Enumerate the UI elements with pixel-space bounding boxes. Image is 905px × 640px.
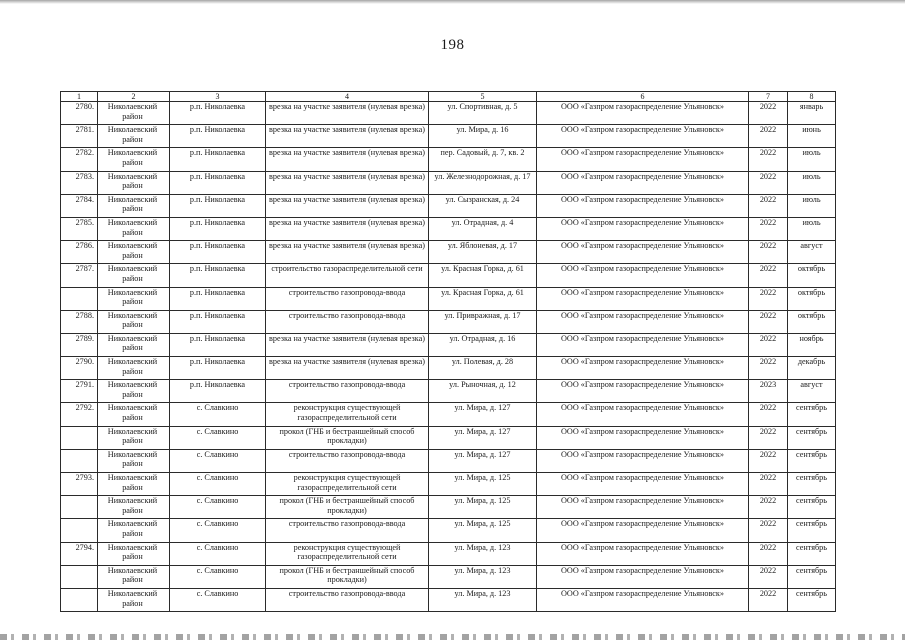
cell-district: Николаевский район (98, 588, 170, 611)
cell-row-number: 2783. (61, 171, 98, 194)
cell-month: сентябрь (788, 588, 836, 611)
table-row (61, 217, 836, 240)
cell-month: январь (788, 102, 836, 125)
cell-address: ул. Рыночная, д. 12 (429, 380, 537, 403)
cell-row-number (61, 519, 98, 542)
cell-work-type: реконструкция существующей газораспределительной сети (266, 473, 429, 496)
cell-row-number: 2781. (61, 125, 98, 148)
cell-settlement: р.п. Николаевка (170, 241, 266, 264)
cell-organization: ООО «Газпром газораспределение Ульяновск» (537, 426, 749, 449)
cell-year: 2022 (749, 519, 788, 542)
cell-year: 2022 (749, 588, 788, 611)
cell-work-type: врезка на участке заявителя (нулевая врезка) (266, 125, 429, 148)
table-row (61, 496, 836, 519)
cell-district: Николаевский район (98, 217, 170, 240)
cell-settlement: р.п. Николаевка (170, 287, 266, 310)
cell-address: ул. Красная Горка, д. 61 (429, 287, 537, 310)
cell-settlement: с. Славкино (170, 588, 266, 611)
cell-settlement: р.п. Николаевка (170, 310, 266, 333)
cell-year: 2022 (749, 148, 788, 171)
cell-year: 2022 (749, 217, 788, 240)
cell-work-type: строительство газопровода-ввода (266, 519, 429, 542)
cell-year: 2022 (749, 264, 788, 287)
cell-district: Николаевский район (98, 241, 170, 264)
cell-row-number: 2784. (61, 194, 98, 217)
cell-settlement: с. Славкино (170, 496, 266, 519)
cell-organization: ООО «Газпром газораспределение Ульяновск» (537, 148, 749, 171)
cell-month: сентябрь (788, 473, 836, 496)
table-row (61, 171, 836, 194)
cell-year: 2022 (749, 449, 788, 472)
cell-month: сентябрь (788, 565, 836, 588)
cell-row-number (61, 496, 98, 519)
col-header: 2 (98, 92, 170, 102)
cell-district: Николаевский район (98, 333, 170, 356)
cell-work-type: реконструкция существующей газораспределительной сети (266, 542, 429, 565)
table-row (61, 148, 836, 171)
cell-work-type: прокол (ГНБ и бестраншейный способ прокладки) (266, 426, 429, 449)
cell-work-type: врезка на участке заявителя (нулевая врезка) (266, 241, 429, 264)
cell-address: ул. Спортивная, д. 5 (429, 102, 537, 125)
cell-work-type: строительство газопровода-ввода (266, 287, 429, 310)
cell-address: ул. Отрадная, д. 4 (429, 217, 537, 240)
cell-month: июль (788, 171, 836, 194)
cell-month: июнь (788, 125, 836, 148)
table-row (61, 241, 836, 264)
cell-settlement: р.п. Николаевка (170, 102, 266, 125)
col-header: 4 (266, 92, 429, 102)
cell-month: октябрь (788, 287, 836, 310)
cell-year: 2022 (749, 403, 788, 426)
cell-organization: ООО «Газпром газораспределение Ульяновск» (537, 380, 749, 403)
cell-year: 2022 (749, 102, 788, 125)
cell-settlement: р.п. Николаевка (170, 264, 266, 287)
cell-settlement: с. Славкино (170, 403, 266, 426)
table-row (61, 125, 836, 148)
cell-district: Николаевский район (98, 264, 170, 287)
cell-row-number: 2788. (61, 310, 98, 333)
cell-organization: ООО «Газпром газораспределение Ульяновск» (537, 333, 749, 356)
cell-row-number: 2792. (61, 403, 98, 426)
col-header: 1 (61, 92, 98, 102)
col-header: 7 (749, 92, 788, 102)
cell-district: Николаевский район (98, 473, 170, 496)
col-header: 6 (537, 92, 749, 102)
cell-district: Николаевский район (98, 565, 170, 588)
cell-address: пер. Садовый, д. 7, кв. 2 (429, 148, 537, 171)
cell-district: Николаевский район (98, 426, 170, 449)
cell-year: 2022 (749, 241, 788, 264)
cell-settlement: р.п. Николаевка (170, 148, 266, 171)
cell-address: ул. Мира, д. 123 (429, 588, 537, 611)
cell-row-number (61, 287, 98, 310)
cell-row-number: 2791. (61, 380, 98, 403)
cell-work-type: прокол (ГНБ и бестраншейный способ прокладки) (266, 565, 429, 588)
cell-organization: ООО «Газпром газораспределение Ульяновск» (537, 403, 749, 426)
cell-year: 2022 (749, 310, 788, 333)
cell-settlement: р.п. Николаевка (170, 171, 266, 194)
cell-year: 2022 (749, 171, 788, 194)
table-row (61, 403, 836, 426)
page-number: 198 (440, 37, 465, 53)
cell-row-number (61, 565, 98, 588)
table-row (61, 426, 836, 449)
cell-work-type: врезка на участке заявителя (нулевая врезка) (266, 194, 429, 217)
cell-district: Николаевский район (98, 287, 170, 310)
cell-address: ул. Яблоневая, д. 17 (429, 241, 537, 264)
cell-address: ул. Привражная, д. 17 (429, 310, 537, 333)
cell-year: 2022 (749, 426, 788, 449)
cell-settlement: р.п. Николаевка (170, 217, 266, 240)
cell-work-type: врезка на участке заявителя (нулевая врезка) (266, 333, 429, 356)
cell-organization: ООО «Газпром газораспределение Ульяновск» (537, 449, 749, 472)
table-row (61, 333, 836, 356)
cell-year: 2022 (749, 565, 788, 588)
cell-organization: ООО «Газпром газораспределение Ульяновск» (537, 217, 749, 240)
cell-work-type: строительство газопровода-ввода (266, 588, 429, 611)
cell-organization: ООО «Газпром газораспределение Ульяновск» (537, 264, 749, 287)
cell-work-type: прокол (ГНБ и бестраншейный способ прокладки) (266, 496, 429, 519)
cell-work-type: врезка на участке заявителя (нулевая врезка) (266, 148, 429, 171)
table-row (61, 194, 836, 217)
cell-district: Николаевский район (98, 357, 170, 380)
cell-work-type: врезка на участке заявителя (нулевая врезка) (266, 217, 429, 240)
cell-organization: ООО «Газпром газораспределение Ульяновск» (537, 588, 749, 611)
cell-month: август (788, 380, 836, 403)
cell-address: ул. Отрадная, д. 16 (429, 333, 537, 356)
scan-edge-bottom (0, 634, 905, 640)
cell-organization: ООО «Газпром газораспределение Ульяновск» (537, 241, 749, 264)
cell-settlement: с. Славкино (170, 426, 266, 449)
cell-organization: ООО «Газпром газораспределение Ульяновск» (537, 473, 749, 496)
cell-settlement: с. Славкино (170, 519, 266, 542)
cell-row-number: 2786. (61, 241, 98, 264)
cell-work-type: врезка на участке заявителя (нулевая врезка) (266, 171, 429, 194)
cell-settlement: р.п. Николаевка (170, 380, 266, 403)
cell-address: ул. Мира, д. 127 (429, 449, 537, 472)
cell-year: 2022 (749, 287, 788, 310)
cell-address: ул. Мира, д. 123 (429, 542, 537, 565)
cell-address: ул. Железнодорожная, д. 17 (429, 171, 537, 194)
registry-table (60, 91, 836, 612)
cell-organization: ООО «Газпром газораспределение Ульяновск» (537, 310, 749, 333)
cell-address: ул. Мира, д. 125 (429, 519, 537, 542)
cell-row-number: 2782. (61, 148, 98, 171)
table-row (61, 264, 836, 287)
table-row (61, 310, 836, 333)
cell-organization: ООО «Газпром газораспределение Ульяновск» (537, 357, 749, 380)
cell-address: ул. Мира, д. 125 (429, 473, 537, 496)
cell-year: 2022 (749, 473, 788, 496)
cell-address: ул. Красная Горка, д. 61 (429, 264, 537, 287)
cell-work-type: строительство газопровода-ввода (266, 380, 429, 403)
cell-district: Николаевский район (98, 519, 170, 542)
cell-month: ноябрь (788, 333, 836, 356)
table-row (61, 542, 836, 565)
col-header: 3 (170, 92, 266, 102)
scan-edge-top (0, 0, 905, 4)
cell-district: Николаевский район (98, 310, 170, 333)
cell-settlement: с. Славкино (170, 542, 266, 565)
table-row (61, 473, 836, 496)
cell-address: ул. Сызранская, д. 24 (429, 194, 537, 217)
cell-settlement: с. Славкино (170, 565, 266, 588)
cell-year: 2022 (749, 125, 788, 148)
cell-settlement: с. Славкино (170, 473, 266, 496)
cell-work-type: реконструкция существующей газораспределительной сети (266, 403, 429, 426)
cell-organization: ООО «Газпром газораспределение Ульяновск» (537, 496, 749, 519)
registry-body (61, 102, 836, 612)
table-row (61, 449, 836, 472)
col-header: 8 (788, 92, 836, 102)
cell-settlement: с. Славкино (170, 449, 266, 472)
cell-month: сентябрь (788, 403, 836, 426)
cell-district: Николаевский район (98, 148, 170, 171)
cell-month: октябрь (788, 264, 836, 287)
cell-settlement: р.п. Николаевка (170, 357, 266, 380)
header-row (61, 92, 836, 102)
table-row (61, 357, 836, 380)
cell-month: сентябрь (788, 519, 836, 542)
cell-work-type: врезка на участке заявителя (нулевая врезка) (266, 357, 429, 380)
cell-row-number (61, 426, 98, 449)
table-row (61, 287, 836, 310)
cell-organization: ООО «Газпром газораспределение Ульяновск» (537, 519, 749, 542)
cell-address: ул. Мира, д. 127 (429, 403, 537, 426)
cell-year: 2022 (749, 496, 788, 519)
cell-work-type: строительство газораспределительной сети (266, 264, 429, 287)
table-row (61, 588, 836, 611)
cell-month: сентябрь (788, 496, 836, 519)
cell-month: декабрь (788, 357, 836, 380)
cell-row-number: 2787. (61, 264, 98, 287)
cell-organization: ООО «Газпром газораспределение Ульяновск» (537, 565, 749, 588)
cell-district: Николаевский район (98, 403, 170, 426)
cell-address: ул. Мира, д. 16 (429, 125, 537, 148)
cell-work-type: врезка на участке заявителя (нулевая врезка) (266, 102, 429, 125)
cell-organization: ООО «Газпром газораспределение Ульяновск» (537, 542, 749, 565)
cell-district: Николаевский район (98, 125, 170, 148)
cell-month: июль (788, 194, 836, 217)
cell-row-number: 2793. (61, 473, 98, 496)
cell-year: 2022 (749, 333, 788, 356)
cell-month: июль (788, 217, 836, 240)
cell-work-type: строительство газопровода-ввода (266, 310, 429, 333)
cell-address: ул. Мира, д. 125 (429, 496, 537, 519)
table-row (61, 565, 836, 588)
cell-year: 2022 (749, 357, 788, 380)
cell-address: ул. Мира, д. 127 (429, 426, 537, 449)
cell-address: ул. Мира, д. 123 (429, 565, 537, 588)
cell-district: Николаевский район (98, 194, 170, 217)
cell-organization: ООО «Газпром газораспределение Ульяновск» (537, 194, 749, 217)
cell-row-number: 2780. (61, 102, 98, 125)
table-row (61, 380, 836, 403)
cell-organization: ООО «Газпром газораспределение Ульяновск» (537, 125, 749, 148)
cell-row-number: 2790. (61, 357, 98, 380)
cell-district: Николаевский район (98, 102, 170, 125)
cell-district: Николаевский район (98, 449, 170, 472)
cell-month: сентябрь (788, 449, 836, 472)
cell-year: 2022 (749, 542, 788, 565)
cell-settlement: р.п. Николаевка (170, 194, 266, 217)
cell-organization: ООО «Газпром газораспределение Ульяновск» (537, 171, 749, 194)
cell-year: 2023 (749, 380, 788, 403)
cell-district: Николаевский район (98, 542, 170, 565)
cell-work-type: строительство газопровода-ввода (266, 449, 429, 472)
cell-settlement: р.п. Николаевка (170, 125, 266, 148)
cell-district: Николаевский район (98, 171, 170, 194)
cell-month: сентябрь (788, 542, 836, 565)
table-row (61, 519, 836, 542)
cell-row-number: 2794. (61, 542, 98, 565)
table-row (61, 102, 836, 125)
cell-address: ул. Полевая, д. 28 (429, 357, 537, 380)
cell-month: август (788, 241, 836, 264)
cell-row-number (61, 588, 98, 611)
cell-row-number: 2789. (61, 333, 98, 356)
cell-district: Николаевский район (98, 380, 170, 403)
cell-month: июль (788, 148, 836, 171)
cell-year: 2022 (749, 194, 788, 217)
cell-month: сентябрь (788, 426, 836, 449)
cell-row-number (61, 449, 98, 472)
col-header: 5 (429, 92, 537, 102)
cell-organization: ООО «Газпром газораспределение Ульяновск» (537, 287, 749, 310)
cell-month: октябрь (788, 310, 836, 333)
cell-district: Николаевский район (98, 496, 170, 519)
cell-settlement: р.п. Николаевка (170, 333, 266, 356)
cell-row-number: 2785. (61, 217, 98, 240)
cell-organization: ООО «Газпром газораспределение Ульяновск» (537, 102, 749, 125)
